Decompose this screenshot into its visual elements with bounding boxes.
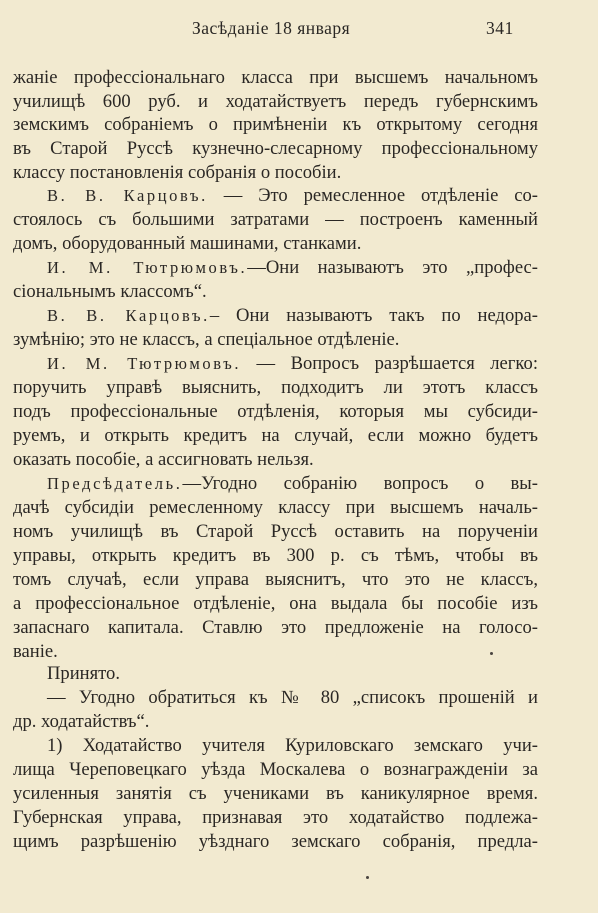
line-text: — Угодно обратиться къ № 80 „списокъ прошеній и <box>47 687 538 708</box>
text-line <box>13 399 538 425</box>
text-line <box>13 447 538 473</box>
running-header <box>0 18 598 46</box>
line-text: – Они называютъ такъ по недора- <box>209 305 538 326</box>
line-text: сіональнымъ классомъ“. <box>13 281 207 302</box>
line-text: руемъ, и открыть кредитъ на случай, если можно будетъ <box>13 425 538 446</box>
text-line <box>13 757 538 783</box>
line-text: классу постановленія собранія о пособіи. <box>13 162 342 183</box>
text-line <box>13 495 538 521</box>
line-text: въ Старой Руссѣ кузнечно-слесарному профессіональному <box>13 138 538 159</box>
text-line <box>13 112 538 138</box>
text-line <box>13 136 538 162</box>
line-text: —Они называютъ это „профес- <box>247 257 538 278</box>
text-line <box>47 733 538 759</box>
text-line <box>13 709 538 735</box>
text-line <box>47 471 538 497</box>
line-text: дачѣ субсидіи ремесленному классу при высшемъ началь- <box>13 497 538 518</box>
running-title: Засѣданіе 18 января <box>192 18 351 38</box>
text-line <box>13 543 538 569</box>
text-line <box>13 231 538 257</box>
line-text: щимъ разрѣшенію уѣзднаго земскаго собранія, предла- <box>13 831 538 852</box>
text-line <box>47 351 538 377</box>
line-text: усиленныя занятія съ учениками въ каникулярное время. <box>13 783 538 804</box>
line-text: — Это ремесленное отдѣленіе со- <box>207 185 538 206</box>
line-text: оказать пособіе, а ассигновать нельзя. <box>13 449 314 470</box>
text-line <box>13 519 538 545</box>
line-text: —Угодно собранію вопросъ о вы- <box>182 473 538 494</box>
speaker-name: В. В. Карцовъ. <box>47 306 210 325</box>
line-text: ваніе. <box>13 641 58 662</box>
text-line <box>13 327 538 353</box>
text-line <box>13 567 538 593</box>
print-speck <box>366 876 369 879</box>
line-text: Принято. <box>47 663 121 684</box>
text-line <box>13 207 538 233</box>
line-text: жаніе профессіональнаго класса при высшемъ начальномъ <box>13 67 538 88</box>
line-text: запаснаго капитала. Ставлю это предложеніе на голосо- <box>13 617 538 638</box>
text-line <box>47 685 538 711</box>
text-line <box>13 781 538 807</box>
line-text: 1) Ходатайство учителя Куриловскаго земскаго учи- <box>47 735 538 756</box>
text-line <box>47 255 538 281</box>
line-text: др. ходатайствъ“. <box>13 711 150 732</box>
text-line <box>13 423 538 449</box>
text-line <box>13 829 538 855</box>
text-line <box>13 591 538 617</box>
text-line <box>13 615 538 641</box>
text-line <box>13 375 538 401</box>
text-line <box>13 279 538 305</box>
line-text: домъ, оборудованный машинами, станками. <box>13 233 362 254</box>
line-text: — Вопросъ разрѣшается легко: <box>241 353 538 374</box>
text-line <box>47 661 538 687</box>
line-text: училищѣ 600 руб. и ходатайствуетъ передъ губернскимъ <box>13 91 538 112</box>
speaker-name: И. М. Тютрюмовъ. <box>47 354 242 373</box>
line-text: подъ профессіональные отдѣленія, которыя мы субсиди- <box>13 401 538 422</box>
line-text: зумѣнію; это не классъ, а спеціальное отдѣленіе. <box>13 329 400 350</box>
line-text: лища Череповецкаго уѣзда Москалева о вознагражденіи за <box>13 759 538 780</box>
print-speck <box>490 652 493 655</box>
page-number: 341 <box>486 18 514 38</box>
line-text: Губернская управа, признавая это ходатайство подлежа- <box>13 807 538 828</box>
line-text: управы, открыть кредитъ въ 300 р. съ тѣмъ, чтобы въ <box>13 545 538 566</box>
line-text: томъ случаѣ, если управа выяснитъ, что это не классъ, <box>13 569 538 590</box>
text-line <box>47 303 538 329</box>
line-text: земскимъ собраніемъ о примѣненіи къ открытому сегодня <box>13 114 538 135</box>
line-text: поручить управѣ выяснить, подходитъ ли этотъ классъ <box>13 377 538 398</box>
line-text: а профессіональное отдѣленіе, она выдала бы пособіе изъ <box>13 593 538 614</box>
speaker-name: Предсѣдатель. <box>47 474 183 493</box>
text-line <box>13 805 538 831</box>
line-text: стоялось съ большими затратами — построенъ каменный <box>13 209 538 230</box>
text-line <box>47 183 538 209</box>
speaker-name: И. М. Тютрюмовъ. <box>47 258 248 277</box>
line-text: номъ училищѣ въ Старой Руссѣ оставить на порученіи <box>13 521 538 542</box>
speaker-name: В. В. Карцовъ. <box>47 186 208 205</box>
text-line <box>13 65 538 91</box>
